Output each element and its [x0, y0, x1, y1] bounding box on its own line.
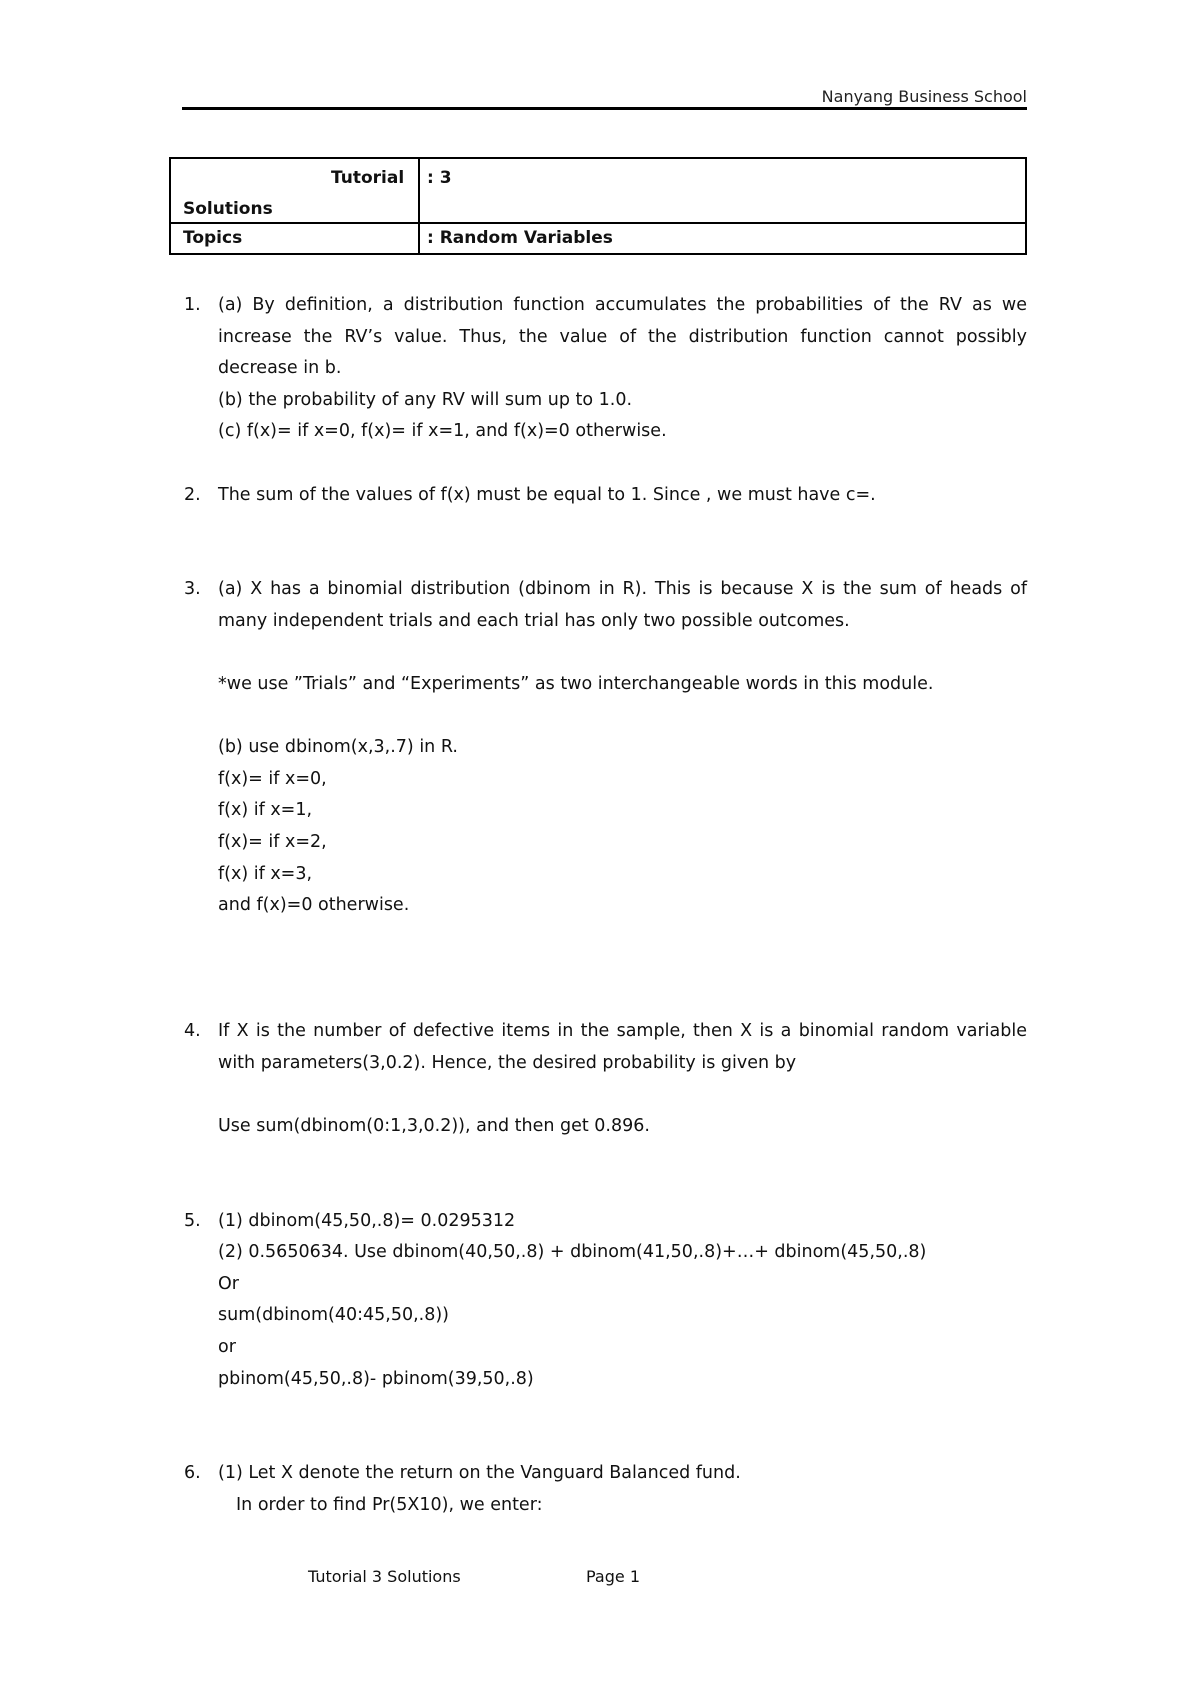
answer-1b: (b) the probability of any RV will sum up to 1.0. — [218, 389, 633, 410]
answer-4: If X is the number of defective items in the sample, then X is a binomial random variable with parameters(3,0.2). Hence, the desired probability is given by — [218, 1021, 1027, 1073]
question-number: 1. — [184, 295, 201, 315]
answer-6-line1: (1) Let X denote the return on the Vanguard Balanced fund. — [218, 1463, 741, 1484]
question-3 — [182, 574, 1027, 922]
answer-5-line: sum(dbinom(40:45,50,.8)) — [218, 1305, 450, 1326]
tutorial-row — [171, 159, 1025, 224]
answer-3b-line: f(x)= if x=2, — [218, 831, 327, 852]
question-number: 6. — [184, 1463, 201, 1484]
answer-3a: (a) X has a binomial distribution (dbinom in R). This is because X is the sum of heads of many independent trials and each trial has only two possible outcomes. — [218, 579, 1027, 631]
table-divider — [418, 159, 420, 222]
footer-title: Tutorial 3 Solutions — [308, 1567, 461, 1586]
question-4 — [182, 1016, 1027, 1142]
topics-row — [171, 224, 1025, 253]
solutions-body — [182, 290, 1027, 1521]
answer-1c: (c) f(x)= if x=0, f(x)= if x=1, and f(x)=0 otherwise. — [218, 421, 667, 442]
table-divider — [418, 224, 420, 253]
answer-5-line: (2) 0.5650634. Use dbinom(40,50,.8) + dbinom(41,50,.8)+…+ dbinom(45,50,.8) — [218, 1242, 927, 1263]
answer-3b-line: and f(x)=0 otherwise. — [218, 895, 410, 916]
solutions-label: Solutions — [183, 199, 273, 219]
footer-page-number: Page 1 — [586, 1567, 640, 1586]
answer-6-line2: In order to find Pr(5X10), we enter: — [236, 1494, 543, 1515]
answer-5-line: or — [218, 1337, 236, 1358]
question-number: 5. — [184, 1210, 201, 1231]
answer-3-note: *we use ”Trials” and “Experiments” as two interchangeable words in this module. — [218, 673, 934, 694]
answer-5-line: pbinom(45,50,.8)- pbinom(39,50,.8) — [218, 1368, 534, 1389]
topics-value: : Random Variables — [427, 228, 613, 248]
tutorial-number: : 3 — [427, 168, 452, 188]
answer-2: The sum of the values of f(x) must be equal to 1. Since , we must have c=. — [218, 484, 876, 505]
answer-3b-line: f(x) if x=1, — [218, 800, 313, 821]
answer-5-line: Or — [218, 1273, 239, 1294]
header-rule — [182, 107, 1027, 110]
answer-5-line: (1) dbinom(45,50,.8)= 0.0295312 — [218, 1210, 516, 1231]
topics-label: Topics — [183, 228, 243, 248]
question-number: 2. — [184, 484, 201, 505]
question-number: 3. — [184, 579, 201, 600]
answer-3b-line: f(x) if x=3, — [218, 863, 313, 884]
header-school-name: Nanyang Business School — [821, 87, 1027, 106]
answer-3b-line: f(x)= if x=0, — [218, 768, 327, 789]
tutorial-label: Tutorial — [331, 168, 405, 188]
tutorial-info-table — [169, 157, 1027, 255]
answer-1a: (a) By definition, a distribution function accumulates the probabilities of the RV as we increase the RV’s value. Thus, the value of the distribution function cannot possibly decrease in b. — [218, 295, 1027, 379]
answer-4-use: Use sum(dbinom(0:1,3,0.2)), and then get 0.896. — [218, 1116, 650, 1137]
answer-3b-line: (b) use dbinom(x,3,.7) in R. — [218, 737, 458, 758]
question-1 — [182, 290, 1027, 448]
question-5 — [182, 1206, 1027, 1396]
question-2 — [182, 480, 1027, 512]
question-number: 4. — [184, 1021, 201, 1042]
question-6 — [182, 1458, 1027, 1521]
